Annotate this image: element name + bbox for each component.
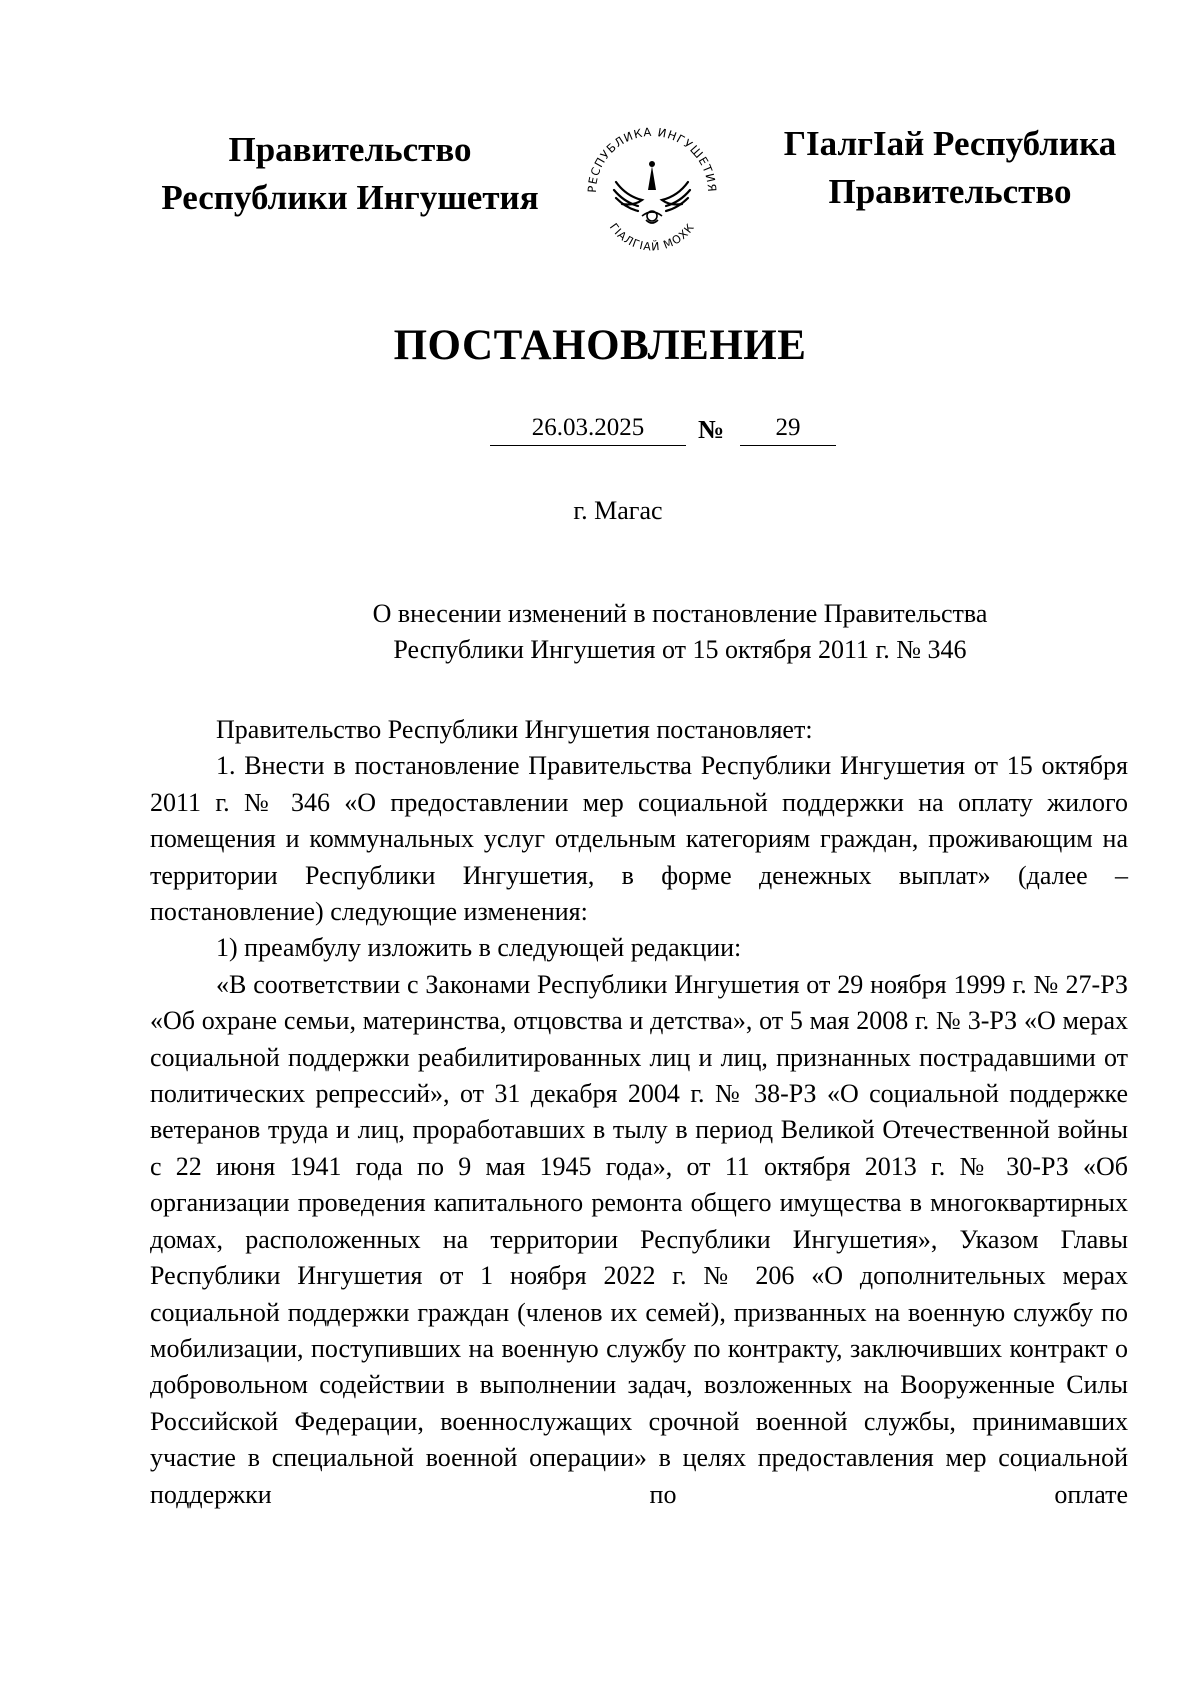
republic-emblem-icon: [576, 116, 728, 268]
header-right-line1: ГIалгIай Республика: [783, 124, 1117, 163]
document-subject: [300, 596, 1060, 668]
emblem-ring-top-text: РЕСПУБЛИКА ИНГУШЕТИЯ: [584, 124, 720, 194]
document-date: 26.03.2025: [490, 413, 686, 446]
document-body: [150, 712, 1128, 1513]
header-right-line2: Правительство: [828, 172, 1072, 211]
document-type-title: ПОСТАНОВЛЕНИЕ: [393, 322, 807, 369]
header-left-line2: Республики Ингушетия: [161, 178, 539, 217]
emblem-ring-bottom-text: ГIАЛГIАЙ МОХК: [606, 220, 698, 254]
body-paragraph-1: Правительство Республики Ингушетия постановляет:: [216, 715, 813, 744]
body-paragraph-4: «В соответствии с Законами Республики Ингушетия от 29 ноября 1999 г. № 27-РЗ «Об охране семьи, материнства, отцовства и детства», от 5 мая 2008 г. № 3-РЗ «О мерах социальной поддержки реабилитированных лиц и лиц, признанных пострадавшими от политических репрессий», от 31 декабря 2004 г. № 38-РЗ «О социальной поддержке ветеранов труда и лиц, проработавших в тылу в период Великой Отечественной войны с 22 июня 1941 года по 9 мая 1945 года», от 11 октября 2013 г. № 30-РЗ «Об организации проведения капитального ремонта общего имущества в многоквартирных домах, расположенных на территории Республики Ингушетия», Указом Главы Республики Ингушетия от 1 ноября 2022 г. № 206 «О дополнительных мерах социальной поддержки граждан (членов их семей), призванных на военную службу по мобилизации, поступивших на военную службу по контракту, заключивших контракт о добровольном содействии в выполнении задач, возложенных на Вооруженные Силы Российской Федерации, военнослужащих срочной военной службы, принимавших участие в специальной военной операции» в целях предоставления мер социальной поддержки по оплате: [150, 969, 1128, 1509]
document-number: 29: [740, 413, 836, 446]
header-right-block: [740, 120, 1160, 216]
subject-line1: О внесении изменений в постановление Правительства: [372, 599, 988, 628]
document-city: г. Магас: [573, 496, 663, 525]
body-paragraph-2: 1. Внести в постановление Правительства Республики Ингушетия от 15 октября 2011 г. № 346 «О предоставлении мер социальной поддержки на оплату жилого помещения и коммунальных услуг отдельным категориям граждан, проживающим на территории Республики Ингушетия, в форме денежных выплат» (далее – постановление) следующие изменения:: [150, 751, 1128, 927]
date-number-line: [490, 413, 830, 447]
body-paragraph-3: 1) преамбулу изложить в следующей редакции:: [216, 933, 742, 963]
header-left-line1: Правительство: [228, 130, 472, 169]
subject-line2: Республики Ингушетия от 15 октября 2011 г. № 346: [393, 635, 967, 664]
header-left-block: [150, 126, 550, 222]
number-sign: №: [698, 415, 725, 444]
